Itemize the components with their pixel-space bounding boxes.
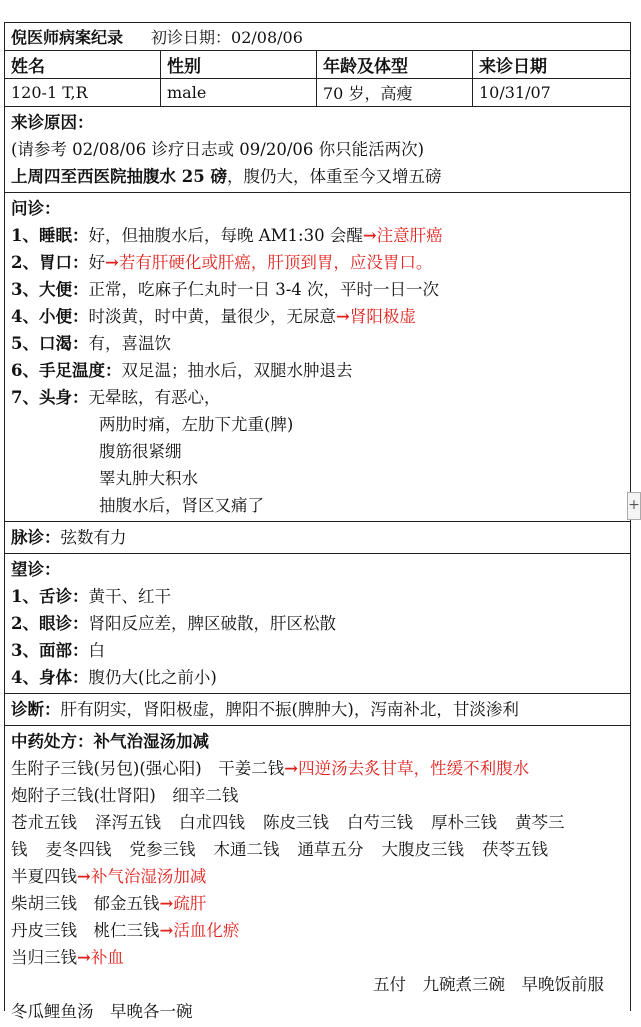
herb: 麦冬四钱 xyxy=(45,840,112,859)
observe-label: 望诊： xyxy=(11,560,61,579)
inquiry-section xyxy=(5,193,630,522)
record-page xyxy=(4,22,631,1021)
value-age: 70 岁，高瘦 xyxy=(317,79,473,106)
arrow-icon: → xyxy=(77,948,91,967)
herb-text: 生附子三钱(另包)(强心阳) 干姜二钱 xyxy=(11,759,285,778)
arrow-icon: → xyxy=(362,226,377,245)
inquiry-item xyxy=(11,384,624,411)
inquiry-value: 好，但抽腹水后，每晚 AM1:30 会醒 xyxy=(88,226,363,245)
herb: 木通二钱 xyxy=(213,840,280,859)
herb-line xyxy=(11,944,624,971)
header-sex: 性别 xyxy=(161,51,317,78)
inquiry-value: 有，喜温饮 xyxy=(88,334,171,353)
observe-item xyxy=(11,610,624,637)
inquiry-label: 问诊： xyxy=(11,199,61,218)
herb-line: 炮附子三钱(壮肾阳) 细辛二钱 xyxy=(11,786,239,805)
reason-line-2 xyxy=(11,163,624,190)
pulse-section xyxy=(5,522,630,554)
inquiry-note: 注意肝癌 xyxy=(376,226,443,245)
prescription-label: 中药处方：补气治湿汤加减 xyxy=(11,732,209,751)
observe-item xyxy=(11,583,624,610)
arrow-icon: → xyxy=(77,867,91,886)
inquiry-value: 时淡黄，时中黄，量很少，无尿意 xyxy=(88,307,336,326)
observe-value: 肾阳反应差，脾区破散，肝区松散 xyxy=(88,614,336,633)
herb: 泽泻五钱 xyxy=(95,813,161,832)
info-value-row xyxy=(5,79,630,107)
arrow-icon: → xyxy=(159,921,174,940)
herb-line xyxy=(11,863,624,890)
first-visit-date: 初诊日期：02/08/06 xyxy=(151,28,303,47)
herb-note: 四逆汤去炙甘草，性缓不利腹水 xyxy=(298,759,530,778)
diagnosis-label: 诊断： xyxy=(11,700,61,719)
inquiry-key: 1、睡眠： xyxy=(11,226,89,245)
pulse-value: 弦数有力 xyxy=(60,528,127,547)
inquiry-value: 双足温；抽水后，双腿水肿退去 xyxy=(121,361,353,380)
info-header-row xyxy=(5,51,630,79)
inquiry-note: 肾阳极虚 xyxy=(349,307,416,326)
inquiry-key: 3、大便： xyxy=(11,280,89,299)
reason-rest: ，腹仍大，体重至今又增五磅 xyxy=(226,167,442,186)
reason-label: 来诊原因： xyxy=(11,113,94,132)
header-visit-date: 来诊日期 xyxy=(479,57,547,77)
herb: 党参三钱 xyxy=(129,840,196,859)
diagnosis-section xyxy=(5,694,630,726)
herb: 苍朮五钱 xyxy=(11,813,77,832)
herb-line xyxy=(11,755,624,782)
header-age: 年龄及体型 xyxy=(317,51,473,78)
observe-value: 黄干、红干 xyxy=(88,587,171,606)
prescription-section xyxy=(5,726,630,1027)
inquiry-key: 5、口渴： xyxy=(11,334,89,353)
herb-line xyxy=(11,836,624,863)
herb: 钱 xyxy=(11,840,28,859)
value-sex: male xyxy=(161,79,317,106)
inquiry-key: 6、手足温度： xyxy=(11,361,122,380)
observe-key: 4、身体： xyxy=(11,668,89,687)
inquiry-note: 若有肝硬化或肝癌，肝顶到胃，应没胃口。 xyxy=(118,253,433,272)
inquiry-item xyxy=(11,357,624,384)
title-row xyxy=(5,23,630,51)
soup-line: 冬瓜鲤鱼汤 早晚各一碗 xyxy=(11,1002,193,1021)
observe-item xyxy=(11,664,624,691)
value-name: 120-1 T,R xyxy=(5,79,161,106)
observe-item xyxy=(11,637,624,664)
herb-text: 丹皮三钱 桃仁三钱 xyxy=(11,921,160,940)
herb-text: 半夏四钱 xyxy=(11,867,77,886)
observe-key: 1、舌诊： xyxy=(11,587,89,606)
herb: 大腹皮三钱 xyxy=(381,840,464,859)
value-visit-date: 10/31/07 xyxy=(479,83,551,102)
inquiry-key: 4、小便： xyxy=(11,307,89,326)
arrow-icon: → xyxy=(159,894,174,913)
arrow-icon: → xyxy=(104,253,119,272)
diagnosis-value: 肝有阴实，肾阳极虚，脾阳不振(脾肿大)，泻南补北，甘淡渗利 xyxy=(60,700,519,719)
arrow-icon: → xyxy=(335,307,350,326)
expand-icon[interactable]: + xyxy=(627,492,641,520)
herb-note: 疏肝 xyxy=(173,894,207,913)
inquiry-item xyxy=(11,276,624,303)
herb: 白朮四钱 xyxy=(179,813,245,832)
herb: 厚朴三钱 xyxy=(431,813,497,832)
observe-key: 2、眼诊： xyxy=(11,614,89,633)
observe-value: 白 xyxy=(88,641,105,660)
herb-line xyxy=(11,890,624,917)
pulse-label: 脉诊： xyxy=(11,528,61,547)
inquiry-extra: 抽腹水后，肾区又痛了 xyxy=(99,496,264,515)
inquiry-extra: 睪丸肿大积水 xyxy=(99,469,198,488)
inquiry-value: 好 xyxy=(88,253,105,272)
arrow-icon: → xyxy=(284,759,299,778)
reason-bold: 上周四至西医院抽腹水 25 磅 xyxy=(11,167,227,186)
inquiry-item xyxy=(11,249,624,276)
inquiry-item xyxy=(11,330,624,357)
inquiry-key: 7、头身： xyxy=(11,388,89,407)
observe-section xyxy=(5,554,630,694)
header-name: 姓名 xyxy=(5,51,161,78)
herb-note: 补气治湿汤加减 xyxy=(90,867,207,886)
observe-value: 腹仍大(比之前小) xyxy=(88,668,217,687)
herb-text: 柴胡三钱 郁金五钱 xyxy=(11,894,160,913)
herb-text: 当归三钱 xyxy=(11,948,77,967)
inquiry-item xyxy=(11,303,624,330)
observe-key: 3、面部： xyxy=(11,641,89,660)
herb-line xyxy=(11,809,624,836)
herb: 陈皮三钱 xyxy=(263,813,329,832)
herb: 白芍三钱 xyxy=(347,813,413,832)
record-title: 倪医师病案纪录 xyxy=(11,28,124,47)
inquiry-item xyxy=(11,222,624,249)
herb-line xyxy=(11,917,624,944)
inquiry-key: 2、胃口： xyxy=(11,253,89,272)
dosage-line: 五付 九碗煮三碗 早晚饭前服 xyxy=(373,975,604,994)
inquiry-extra: 两肋时痛，左肋下尤重(脾) xyxy=(99,415,294,434)
reason-line-1: (请参考 02/08/06 诊疗日志或 09/20/06 你只能活两次) xyxy=(11,140,425,159)
herb: 通草五分 xyxy=(297,840,364,859)
inquiry-value: 正常，吃麻子仁丸时一日 3-4 次，平时一日一次 xyxy=(88,280,440,299)
reason-section xyxy=(5,107,630,193)
inquiry-value: 无晕眩，有恶心， xyxy=(88,388,221,407)
herb-note: 补血 xyxy=(90,948,124,967)
herb: 黄芩三 xyxy=(515,813,565,832)
inquiry-extra: 腹筋很紧绷 xyxy=(99,442,182,461)
herb: 茯苓五钱 xyxy=(482,840,548,859)
herb-note: 活血化瘀 xyxy=(173,921,240,940)
